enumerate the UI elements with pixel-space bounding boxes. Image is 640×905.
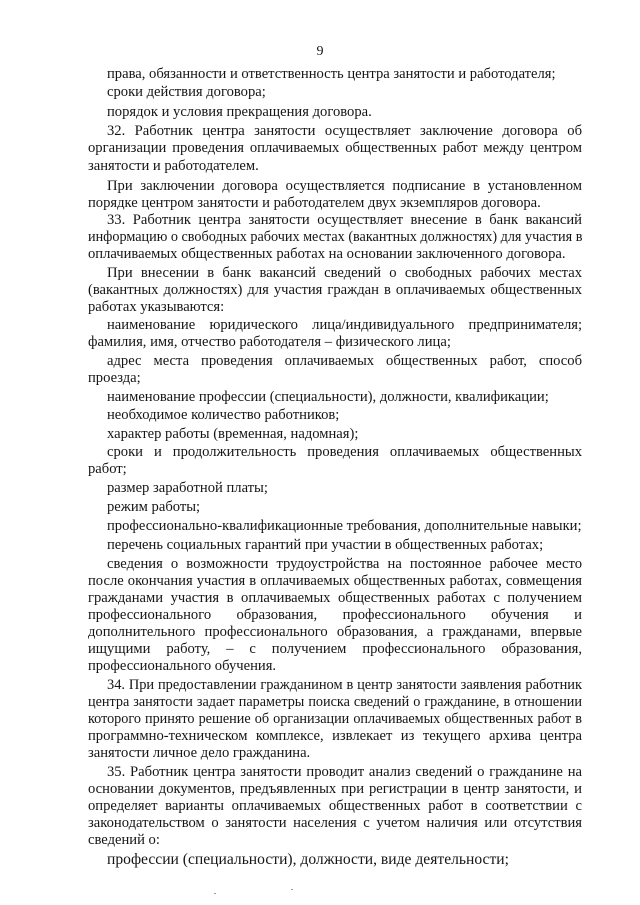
text-line: после окончания участия в оплачиваемых общественных работах, совмещения <box>88 573 582 589</box>
text-line: оплачиваемых общественных работах на основании заключенного договора. <box>88 246 566 262</box>
text-line: При внесении в банк вакансий сведений о свободных рабочих местах <box>107 265 582 281</box>
text-line: занятости личное дело гражданина. <box>88 745 311 761</box>
text-line: 32. Работник центра занятости осуществляет заключение договора об <box>107 123 582 139</box>
text-line: адрес места проведения оплачиваемых общественных работ, способ <box>107 353 582 369</box>
text-line: гражданами участия в оплачиваемых общественных работах с получением <box>88 590 582 606</box>
text-line: размер заработной платы; <box>107 480 268 496</box>
text-line: профессии (специальности), должности, виде деятельности; <box>107 851 509 868</box>
text-line: центра занятости задает параметры поиска сведений о гражданине, в отношении <box>88 694 582 710</box>
text-line: права, обязанности и ответственность центра занятости и работодателя; <box>107 66 556 82</box>
text-line: перечень социальных гарантий при участии в общественных работах; <box>107 537 544 553</box>
text-line: профессионального образования, профессионального обучения и <box>88 607 582 623</box>
text-line: законодательством о занятости населения с учетом наличия или отсутствия <box>88 815 582 831</box>
text-line: определяет варианты оплачиваемых общественных работ в соответствии с <box>88 798 582 814</box>
text-line: наименование профессии (специальности), должности, квалификации; <box>107 389 549 405</box>
text-line: необходимое количество работников; <box>107 407 340 423</box>
text-line: основании документов, предъявленных при регистрации в центр занятости, и <box>88 781 582 797</box>
text-line: профессионально-квалификационные требования, дополнительные навыки; <box>107 518 582 534</box>
text-line: сроки действия договора; <box>107 84 266 100</box>
text-line: порядке центром занятости и работодателем двух экземпляров договора. <box>88 195 541 211</box>
text-line: характер работы (временная, надомная); <box>107 426 359 442</box>
text-line: сведения о возможности трудоустройства на постоянное рабочее место <box>107 556 582 572</box>
page-number: 9 <box>316 44 324 59</box>
text-line: организации проведения оплачиваемых общественных работ между центром <box>88 140 582 156</box>
text-line: занятости и работодателем. <box>88 158 259 174</box>
text-line: программно-техническом комплексе, извлекает из текущего архива центра <box>88 728 582 744</box>
text-line: профессионального обучения. <box>88 658 277 674</box>
text-line: работ; <box>88 461 127 477</box>
text-line: сведений о: <box>88 832 160 848</box>
text-line: работах указываются: <box>88 299 225 315</box>
text-line: режим работы; <box>107 499 201 515</box>
text-line: 34. При предоставлении гражданином в центр занятости заявления работник <box>107 677 582 693</box>
scan-speck <box>291 889 293 890</box>
text-line: При заключении договора осуществляется подписание в установленном <box>107 178 582 194</box>
text-line: наименование юридического лица/индивидуального предпринимателя; <box>107 317 582 333</box>
scan-speck <box>214 893 216 894</box>
text-line: (вакантных должностях) для участия граждан в оплачиваемых общественных <box>88 282 582 298</box>
text-line: 35. Работник центра занятости проводит анализ сведений о гражданине на <box>107 764 582 780</box>
text-line: сроки и продолжительность проведения оплачиваемых общественных <box>107 444 582 460</box>
text-line: порядок и условия прекращения договора. <box>107 104 372 120</box>
text-line: проезда; <box>88 370 141 386</box>
text-line: ищущими работу, – с получением профессионального образования, <box>88 641 582 657</box>
text-line: которого принято решение об организации оплачиваемых общественных работ в <box>88 711 582 727</box>
text-line: фамилия, имя, отчество работодателя – физического лица; <box>88 334 451 350</box>
text-line: 33. Работник центра занятости осуществляет внесение в банк вакансий <box>107 212 582 228</box>
text-line: информацию о свободных рабочих местах (вакантных должностях) для участия в <box>88 229 583 245</box>
text-line: дополнительного профессионального образования, а гражданами, впервые <box>88 624 582 640</box>
